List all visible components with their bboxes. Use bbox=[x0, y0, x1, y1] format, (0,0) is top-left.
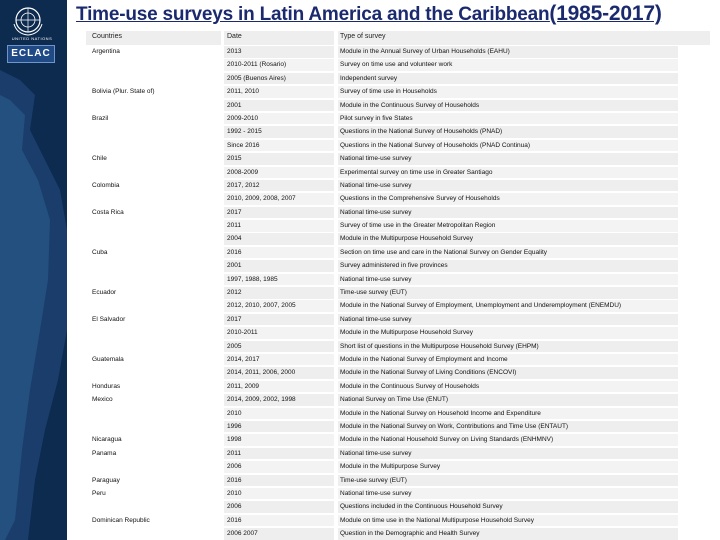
type-cell: Module on time use in the National Multipurpose Household Survey bbox=[340, 516, 535, 524]
country-cell: Paraguay bbox=[92, 476, 120, 484]
table-row bbox=[88, 380, 718, 393]
header-cell-type bbox=[338, 31, 710, 45]
country-cell: Dominican Republic bbox=[92, 516, 150, 524]
table-row bbox=[88, 447, 718, 460]
latin-america-map-graphic bbox=[0, 0, 67, 540]
header-country: Countries bbox=[92, 33, 122, 40]
country-cell: Nicaragua bbox=[92, 436, 122, 444]
table-row bbox=[88, 500, 718, 513]
type-cell: Questions in the National Survey of Households (PNAD) bbox=[340, 128, 503, 136]
table-row bbox=[88, 139, 718, 152]
table-row bbox=[88, 45, 718, 58]
type-cell: National time-use survey bbox=[340, 275, 412, 283]
table-row bbox=[88, 313, 718, 326]
type-cell: Survey of time use in Households bbox=[340, 88, 437, 96]
table-row bbox=[88, 514, 718, 527]
date-cell: 1996 bbox=[227, 422, 242, 430]
date-cell: 2017 bbox=[227, 208, 242, 216]
table-row bbox=[88, 393, 718, 406]
date-cell: 2017, 2012 bbox=[227, 181, 260, 189]
date-cell: 2001 bbox=[227, 262, 242, 270]
type-cell: Module in the National Household Survey on Living Standards (ENHMNV) bbox=[340, 436, 554, 444]
date-cell: 2016 bbox=[227, 476, 242, 484]
country-cell: Chile bbox=[92, 155, 107, 163]
date-cell: 2008-2009 bbox=[227, 168, 259, 176]
type-cell: Questions in the National Survey of Households (PNAD Continua) bbox=[340, 141, 531, 149]
table-row bbox=[88, 206, 718, 219]
table-row bbox=[88, 166, 718, 179]
type-cell: National Survey on Time Use (ENUT) bbox=[340, 396, 449, 404]
type-cell: Module in the National Survey on Household Income and Expenditure bbox=[340, 409, 541, 417]
date-cell: 2011 bbox=[227, 449, 241, 457]
table-row bbox=[88, 420, 718, 433]
date-cell: 2010, 2009, 2008, 2007 bbox=[227, 195, 296, 203]
country-cell: Colombia bbox=[92, 181, 120, 189]
date-cell: 2006 bbox=[227, 503, 242, 511]
type-cell: Experimental survey on time use in Greater Santiago bbox=[340, 168, 493, 176]
type-cell: Survey on time use and volunteer work bbox=[340, 61, 453, 69]
date-cell: Since 2016 bbox=[227, 141, 260, 149]
date-cell: 2016 bbox=[227, 516, 242, 524]
date-cell: 2006 bbox=[227, 463, 242, 471]
type-cell: Module in the Continuous Survey of Households bbox=[340, 101, 480, 109]
type-cell: Module in the National Survey on Work, Contributions and Time Use (ENTAUT) bbox=[340, 422, 569, 430]
country-cell: El Salvador bbox=[92, 315, 126, 323]
type-cell: Survey administered in five provinces bbox=[340, 262, 448, 270]
type-cell: National time-use survey bbox=[340, 181, 412, 189]
type-cell: Questions included in the Continuous Household Survey bbox=[340, 503, 503, 511]
table-row bbox=[88, 353, 718, 366]
table-row bbox=[88, 72, 718, 85]
eclac-logo: ECLAC bbox=[7, 45, 55, 63]
table-row bbox=[88, 433, 718, 446]
type-cell: National time-use survey bbox=[340, 208, 412, 216]
type-cell: National time-use survey bbox=[340, 489, 412, 497]
type-cell: National time-use survey bbox=[340, 315, 412, 323]
table-row bbox=[88, 192, 718, 205]
date-cell: 2004 bbox=[227, 235, 242, 243]
survey-table bbox=[88, 45, 718, 540]
date-cell: 2010-2011 bbox=[227, 329, 258, 337]
type-cell: Module in the National Survey of Living Conditions (ENCOVI) bbox=[340, 369, 517, 377]
type-cell: Question in the Demographic and Health Survey bbox=[340, 530, 480, 538]
date-cell: 2014, 2011, 2006, 2000 bbox=[227, 369, 296, 377]
date-cell: 2011, 2010 bbox=[227, 88, 260, 96]
date-cell: 2016 bbox=[227, 248, 242, 256]
table-row bbox=[88, 340, 718, 353]
date-cell: 2005 (Buenos Aires) bbox=[227, 74, 286, 82]
date-cell: 2012 bbox=[227, 289, 242, 297]
type-cell: Section on time use and care in the National Survey on Gender Equality bbox=[340, 248, 548, 256]
type-cell: Module in the National Survey of Employment and Income bbox=[340, 355, 508, 363]
date-cell: 2013 bbox=[227, 48, 242, 55]
date-cell: 2009-2010 bbox=[227, 114, 259, 122]
country-cell: Peru bbox=[92, 489, 106, 497]
united-nations-emblem-icon bbox=[9, 4, 47, 40]
type-cell: Module in the National Survey of Employment, Unemployment and Underemployment (ENEMDU) bbox=[340, 302, 622, 310]
country-cell: Ecuador bbox=[92, 289, 117, 297]
type-cell: Module in the Multipurpose Survey bbox=[340, 463, 441, 471]
date-cell: 2015 bbox=[227, 155, 242, 163]
table-row bbox=[88, 299, 718, 312]
type-cell: Time-use survey (EUT) bbox=[340, 289, 407, 297]
type-cell: Survey of time use in the Greater Metropolitan Region bbox=[340, 222, 496, 230]
country-cell: Guatemala bbox=[92, 355, 124, 363]
date-cell: 2014, 2009, 2002, 1998 bbox=[227, 396, 296, 404]
table-row bbox=[88, 527, 718, 540]
type-cell: Module in the Continuous Survey of Households bbox=[340, 382, 480, 390]
type-cell: Module in the Multipurpose Household Survey bbox=[340, 329, 473, 337]
country-cell: Panama bbox=[92, 449, 117, 457]
date-cell: 2001 bbox=[227, 101, 242, 109]
table-row bbox=[88, 286, 718, 299]
page-title bbox=[76, 2, 716, 28]
table-row bbox=[88, 179, 718, 192]
type-cell: Module in the Annual Survey of Urban Households (EAHU) bbox=[340, 48, 510, 55]
table-row bbox=[88, 58, 718, 71]
table-row bbox=[88, 487, 718, 500]
date-cell: 2010 bbox=[227, 409, 242, 417]
country-cell: Honduras bbox=[92, 382, 121, 390]
table-row bbox=[88, 99, 718, 112]
table-row bbox=[88, 259, 718, 272]
date-cell: 2011 bbox=[227, 222, 241, 230]
header-type: Type of survey bbox=[340, 33, 386, 40]
table-row bbox=[88, 273, 718, 286]
table-row bbox=[88, 366, 718, 379]
table-row bbox=[88, 152, 718, 165]
country-cell: Costa Rica bbox=[92, 208, 124, 216]
type-cell: Time-use survey (EUT) bbox=[340, 476, 407, 484]
date-cell: 2012, 2010, 2007, 2005 bbox=[227, 302, 296, 310]
date-cell: 2010 bbox=[227, 489, 242, 497]
type-cell: Questions in the Comprehensive Survey of Households bbox=[340, 195, 500, 203]
type-cell: Short list of questions in the Multipurpose Household Survey (EHPM) bbox=[340, 342, 539, 350]
type-cell: Pilot survey in five States bbox=[340, 114, 413, 122]
table-row bbox=[88, 460, 718, 473]
country-cell: Brazil bbox=[92, 114, 109, 122]
country-cell: Bolivia (Plur. State of) bbox=[92, 88, 155, 96]
sidebar-panel bbox=[0, 0, 67, 540]
header-date: Date bbox=[227, 33, 242, 40]
title-main: Time-use surveys in Latin America and the Caribbean bbox=[76, 4, 550, 25]
date-cell: 2014, 2017 bbox=[227, 355, 260, 363]
date-cell: 2005 bbox=[227, 342, 242, 350]
country-cell: Mexico bbox=[92, 396, 113, 404]
table-row bbox=[88, 219, 718, 232]
table-row bbox=[88, 407, 718, 420]
country-cell: Cuba bbox=[92, 248, 108, 256]
un-caption: UNITED NATIONS bbox=[11, 36, 53, 41]
date-cell: 1997, 1988, 1985 bbox=[227, 275, 278, 283]
date-cell: 1998 bbox=[227, 436, 242, 444]
type-cell: Module in the Multipurpose Household Survey bbox=[340, 235, 473, 243]
table-row bbox=[88, 232, 718, 245]
date-cell: 2010-2011 (Rosario) bbox=[227, 61, 287, 69]
title-years: (1985-2017) bbox=[549, 2, 662, 25]
type-cell: Independent survey bbox=[340, 74, 398, 82]
table-row bbox=[88, 125, 718, 138]
type-cell: National time-use survey bbox=[340, 449, 412, 457]
table-row bbox=[88, 112, 718, 125]
date-cell: 2006 2007 bbox=[227, 530, 258, 538]
date-cell: 2017 bbox=[227, 315, 242, 323]
date-cell: 2011, 2009 bbox=[227, 382, 260, 390]
type-cell: National time-use survey bbox=[340, 155, 412, 163]
country-cell: Argentina bbox=[92, 48, 120, 55]
table-row bbox=[88, 246, 718, 259]
table-row bbox=[88, 85, 718, 98]
date-cell: 1992 - 2015 bbox=[227, 128, 262, 136]
table-row bbox=[88, 474, 718, 487]
table-row bbox=[88, 326, 718, 339]
